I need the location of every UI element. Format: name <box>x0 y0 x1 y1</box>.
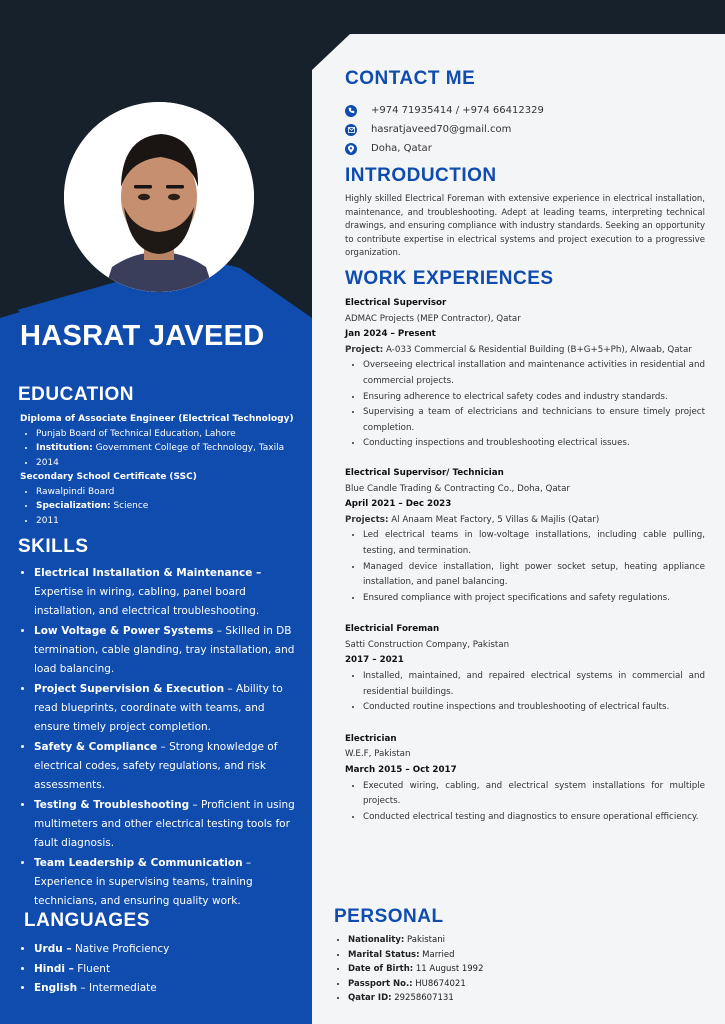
contact-email[interactable]: hasratjaveed70@gmail.com <box>371 124 512 135</box>
introduction-text: Highly skilled Electrical Foreman with extensive experience in electrical installation, maintenance, and troubleshooting. Adept at leading teams, interpreting technical drawings, and ensuring compliance with industry standards. Seeking an opportunity to contribute expertise in electrical systems and project execution to a progressive organization. <box>345 194 705 258</box>
job-date: Jan 2024 – Present <box>345 329 436 340</box>
skill-item: • Electrical Installation & Maintenance – Expertise in wiring, cabling, panel board installation, and electrical troubleshooting. <box>34 564 298 621</box>
personal-item: • Qatar ID: 29258607131 <box>348 991 484 1006</box>
job-project: Project: A-033 Commercial & Residential Building (B+G+5+Ph), Alwaab, Qatar <box>345 344 692 355</box>
job-company: Blue Candle Trading & Contracting Co., Doha, Qatar <box>345 483 570 494</box>
language-item: • Hindi – Fluent <box>34 960 169 980</box>
job-bullet: • Conducting inspections and troubleshooting electrical issues. <box>363 436 705 452</box>
job-bullet: • Managed device installation, light power socket setup, heating appliance installation, and panel balancing. <box>363 560 705 591</box>
job-bullets <box>345 358 705 452</box>
education-item: • 2014 <box>36 456 310 471</box>
education-item: • Punjab Board of Technical Education, Lahore <box>36 427 310 442</box>
location-pin-icon <box>345 143 357 155</box>
languages-heading: LANGUAGES <box>24 910 150 931</box>
education-list <box>20 427 310 471</box>
job-bullets <box>345 669 705 716</box>
avatar <box>64 102 254 292</box>
phone-icon <box>345 105 357 117</box>
contact-phone[interactable]: +974 71935414 / +974 66412329 <box>371 105 544 116</box>
job-title: Electricial Foreman <box>345 624 440 635</box>
introduction-heading: INTRODUCTION <box>345 165 497 186</box>
job-company: Satti Construction Company, Pakistan <box>345 639 510 650</box>
job-bullet: • Ensured compliance with project specifications and safety regulations. <box>363 591 705 607</box>
email-icon <box>345 124 357 136</box>
education-title: Diploma of Associate Engineer (Electrical Technology) <box>20 414 294 424</box>
job-bullet: • Overseeing electrical installation and maintenance activities in residential and commercial projects. <box>363 358 705 389</box>
education-item: • Institution: Government College of Technology, Taxila <box>36 441 310 456</box>
personal-item: • Date of Birth: 11 August 1992 <box>348 962 484 977</box>
skill-item: • Safety & Compliance – Strong knowledge of electrical codes, safety regulations, and risk assessments. <box>34 738 298 795</box>
education-title: Secondary School Certificate (SSC) <box>20 472 197 482</box>
education-heading: EDUCATION <box>18 384 135 405</box>
job-bullet: • Supervising a team of electricians and technicians to ensure timely project completion. <box>363 405 705 436</box>
languages-list <box>18 940 169 999</box>
skills-section <box>18 564 298 912</box>
job-entry <box>345 622 705 716</box>
job-date: April 2021 – Dec 2023 <box>345 499 452 510</box>
education-item: • Specialization: Science <box>36 499 310 514</box>
candidate-name: HASRAT JAVEED <box>20 320 265 352</box>
skills-heading: SKILLS <box>18 536 89 557</box>
personal-list <box>334 933 484 1006</box>
job-title: Electrical Supervisor/ Technician <box>345 467 504 478</box>
job-entry <box>345 732 705 826</box>
job-bullet: • Ensuring adherence to electrical safety codes and industry standards. <box>363 390 705 406</box>
language-item: • Urdu – Native Proficiency <box>34 940 169 960</box>
contact-location-row <box>345 139 544 158</box>
personal-heading: PERSONAL <box>334 906 444 927</box>
personal-item: • Nationality: Pakistani <box>348 933 484 948</box>
job-bullet: • Installed, maintained, and repaired electrical systems in commercial and residential buildings. <box>363 669 705 700</box>
job-date: March 2015 – Oct 2017 <box>345 765 457 776</box>
education-list <box>20 485 310 529</box>
job-bullet: • Conducted electrical testing and diagnostics to ensure operational efficiency. <box>363 810 705 826</box>
skill-item: • Team Leadership & Communication – Experience in supervising teams, training technicians, and ensuring quality work. <box>34 854 298 911</box>
job-entry <box>345 466 705 606</box>
contact-section <box>345 101 544 158</box>
education-section <box>20 412 310 528</box>
work-heading: WORK EXPERIENCES <box>345 268 554 289</box>
job-title: Electrician <box>345 733 397 744</box>
job-bullet: • Led electrical teams in low-voltage installations, including cable pulling, testing, and termination. <box>363 528 705 559</box>
contact-email-row <box>345 120 544 139</box>
education-item: • 2011 <box>36 514 310 529</box>
skills-list <box>18 564 298 911</box>
contact-location: Doha, Qatar <box>371 143 432 154</box>
job-bullets <box>345 528 705 606</box>
job-date: 2017 – 2021 <box>345 655 404 666</box>
job-company: W.E.F, Pakistan <box>345 749 411 760</box>
contact-heading: CONTACT ME <box>345 68 476 89</box>
personal-item: • Passport No.: HU8674021 <box>348 977 484 992</box>
skill-item: • Project Supervision & Execution – Ability to read blueprints, coordinate with teams, and ensure timely project completion. <box>34 680 298 737</box>
languages-section <box>18 940 169 999</box>
job-entry <box>345 296 705 452</box>
job-bullet: • Conducted routine inspections and troubleshooting of electrical faults. <box>363 700 705 716</box>
education-item: • Rawalpindi Board <box>36 485 310 500</box>
job-title: Electrical Supervisor <box>345 298 447 308</box>
job-company: ADMAC Projects (MEP Contractor), Qatar <box>345 313 521 324</box>
profile-photo <box>64 102 254 292</box>
personal-item: • Marital Status: Married <box>348 948 484 963</box>
language-item: • English – Intermediate <box>34 979 169 999</box>
work-section <box>345 296 705 833</box>
skill-item: • Testing & Troubleshooting – Proficient in using multimeters and other electrical testing tools for fault diagnosis. <box>34 796 298 853</box>
job-bullets <box>345 779 705 826</box>
skill-item: • Low Voltage & Power Systems – Skilled in DB termination, cable glanding, tray installation, and load balancing. <box>34 622 298 679</box>
job-bullet: • Executed wiring, cabling, and electrical system installations for multiple projects. <box>363 779 705 810</box>
job-project: Projects: Al Anaam Meat Factory, 5 Villas & Majlis (Qatar) <box>345 514 600 525</box>
personal-section <box>334 933 484 1006</box>
contact-phone-row <box>345 101 544 120</box>
